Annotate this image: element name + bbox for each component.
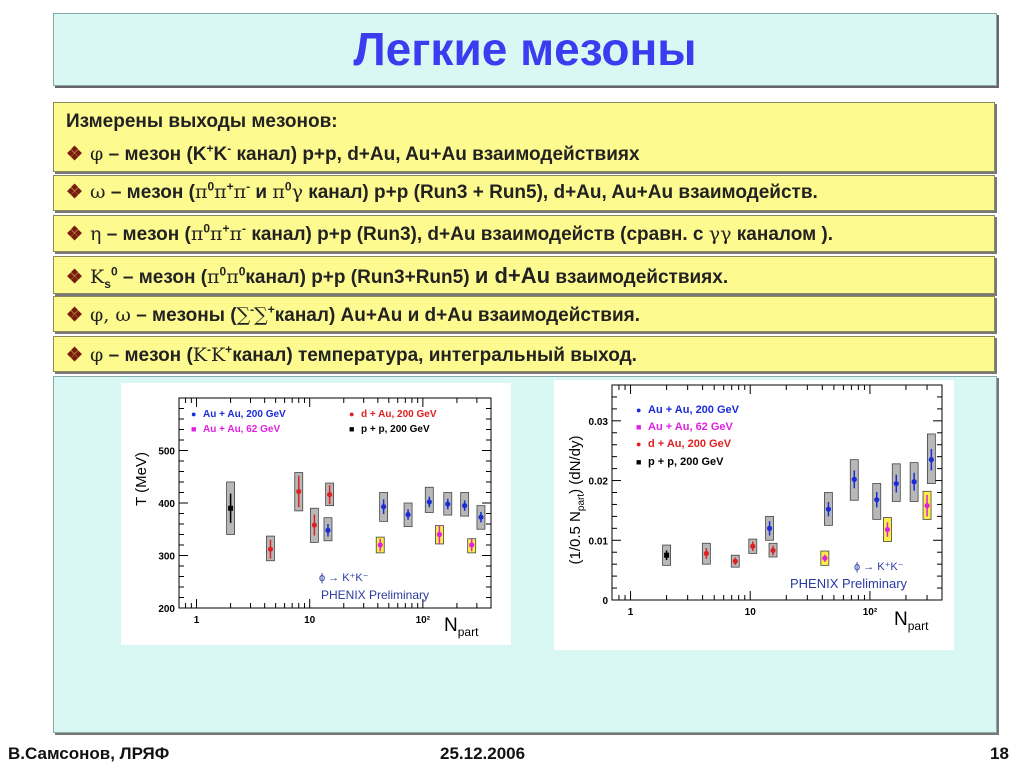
bullet-line-phi bbox=[66, 138, 994, 170]
phenix-annotation: PHENIX Preliminary bbox=[790, 576, 908, 591]
superscript: + bbox=[225, 342, 233, 357]
superscript: + bbox=[226, 179, 234, 194]
y-tick-label: 0 bbox=[602, 596, 608, 607]
phi-symbol: φ bbox=[90, 143, 104, 165]
text-seg: каналом ). bbox=[731, 224, 834, 245]
data-point bbox=[228, 506, 233, 511]
data-point bbox=[469, 542, 474, 547]
data-point bbox=[912, 479, 917, 484]
legend-label: Au + Au, 62 GeV bbox=[648, 421, 733, 433]
x-tick-label: 10² bbox=[862, 607, 878, 618]
data-point bbox=[664, 553, 669, 558]
data-point bbox=[478, 515, 483, 520]
text-box-kshort bbox=[53, 256, 995, 294]
data-point bbox=[312, 522, 317, 527]
legend-marker: ● bbox=[636, 439, 642, 449]
superscript: - bbox=[250, 302, 255, 317]
x-tick-label: 10 bbox=[304, 615, 316, 626]
yield-plot-frame bbox=[554, 380, 954, 650]
kaon-symbol: K bbox=[90, 266, 105, 288]
text-seg: – мезоны ( bbox=[130, 305, 237, 326]
legend-marker: ■ bbox=[191, 424, 197, 434]
gamma-gamma-symbol: γγ bbox=[708, 223, 732, 245]
data-point bbox=[427, 499, 432, 504]
y-tick-label: 0.01 bbox=[588, 536, 608, 548]
data-point bbox=[704, 551, 709, 556]
text-seg-large: и d+Au bbox=[474, 263, 551, 288]
slide-title: Легкие мезоны bbox=[353, 23, 697, 75]
bullet-icon: ❖ bbox=[66, 224, 84, 245]
reaction-annotation: ϕ → K⁺K⁻ bbox=[854, 561, 904, 573]
superscript: 0 bbox=[284, 179, 292, 194]
pi-symbol: π bbox=[226, 266, 239, 288]
data-point bbox=[822, 556, 827, 561]
text-seg: канал) Au+Au и d+Au взаимодействия. bbox=[274, 305, 641, 326]
sigma-symbol: ∑ bbox=[236, 304, 251, 326]
superscript: 0 bbox=[238, 264, 246, 279]
eta-symbol: η bbox=[90, 223, 102, 245]
data-point bbox=[733, 559, 738, 564]
superscript: - bbox=[246, 179, 251, 194]
data-point bbox=[296, 489, 301, 494]
text-seg: взаимодействиях. bbox=[550, 267, 729, 288]
phi-symbol: φ bbox=[90, 344, 104, 366]
yield-chart bbox=[554, 380, 954, 650]
data-point bbox=[894, 481, 899, 486]
sigma-symbol: ∑ bbox=[254, 304, 268, 326]
bullet-icon: ❖ bbox=[66, 267, 84, 288]
legend-label: p + p, 200 GeV bbox=[648, 456, 724, 468]
intro-line: Измерены выходы мезонов: bbox=[66, 111, 338, 132]
legend-label: Au + Au, 200 GeV bbox=[203, 409, 286, 420]
superscript: - bbox=[227, 141, 232, 156]
plots-panel bbox=[53, 376, 997, 733]
data-point bbox=[405, 512, 410, 517]
data-point bbox=[874, 497, 879, 502]
legend-label: d + Au, 200 GeV bbox=[361, 409, 437, 420]
title-box bbox=[53, 13, 997, 86]
x-axis-label: $N_{part}$ bbox=[444, 615, 479, 639]
superscript: 0 bbox=[110, 264, 118, 279]
gamma-symbol: γ bbox=[291, 181, 303, 203]
bullet-line-eta bbox=[66, 216, 994, 252]
footer-author: В.Самсонов, ЛРЯФ bbox=[8, 744, 170, 763]
data-point bbox=[852, 477, 857, 482]
superscript: 0 bbox=[203, 221, 211, 236]
pi-symbol: π bbox=[207, 266, 220, 288]
data-point bbox=[885, 527, 890, 532]
phi-omega-symbol: φ, ω bbox=[90, 304, 131, 326]
y-axis-label: T (MeV) bbox=[133, 452, 150, 506]
x-axis-label: $N_{part}$ bbox=[894, 609, 929, 633]
superscript: - bbox=[206, 342, 211, 357]
phenix-annotation: PHENIX Preliminary bbox=[321, 588, 430, 602]
data-point bbox=[929, 457, 934, 462]
pi-symbol: π bbox=[194, 181, 208, 203]
superscript: + bbox=[206, 141, 214, 156]
legend-label: p + p, 200 GeV bbox=[361, 424, 430, 435]
data-point bbox=[437, 532, 442, 537]
bullet-line-sigma bbox=[66, 297, 994, 333]
data-point bbox=[750, 544, 755, 549]
x-tick-label: 10² bbox=[415, 615, 431, 626]
text-seg: – мезон (K bbox=[103, 144, 207, 165]
y-tick-label: 300 bbox=[158, 551, 175, 563]
legend-label: Au + Au, 62 GeV bbox=[203, 424, 281, 435]
y-tick-label: 0.03 bbox=[588, 416, 608, 428]
y-tick-label: 0.02 bbox=[588, 476, 608, 488]
x-tick-label: 1 bbox=[193, 615, 200, 626]
pi-symbol: π bbox=[229, 223, 243, 245]
y-tick-label: 500 bbox=[158, 446, 175, 458]
data-point bbox=[767, 526, 772, 531]
legend-label: d + Au, 200 GeV bbox=[648, 438, 732, 450]
x-tick-label: 10 bbox=[744, 607, 756, 618]
footer-page-number: 18 bbox=[990, 744, 1009, 763]
legend-marker: ● bbox=[349, 409, 355, 419]
footer-date: 25.12.2006 bbox=[440, 744, 526, 763]
pi-symbol: π bbox=[214, 181, 227, 203]
superscript: 0 bbox=[207, 179, 215, 194]
legend-marker: ■ bbox=[349, 424, 355, 434]
data-point bbox=[325, 528, 330, 533]
legend-marker: ● bbox=[191, 409, 197, 419]
data-point bbox=[378, 542, 383, 547]
data-point bbox=[770, 548, 775, 553]
legend-label: Au + Au, 200 GeV bbox=[648, 404, 739, 416]
data-point bbox=[381, 504, 386, 509]
pi-symbol: π bbox=[272, 181, 285, 203]
omega-symbol: ω bbox=[90, 181, 106, 203]
text-box-temperature bbox=[53, 336, 995, 372]
text-seg: K bbox=[213, 144, 228, 165]
text-box-omega bbox=[53, 175, 995, 211]
x-tick-label: 1 bbox=[627, 607, 634, 618]
text-seg: канал) p+p, d+Au, Au+Au взаимодействиях bbox=[231, 144, 640, 165]
text-seg: – мезон ( bbox=[101, 224, 191, 245]
text-seg: – мезон ( bbox=[105, 182, 195, 203]
data-point bbox=[924, 503, 929, 508]
pi-symbol: π bbox=[233, 181, 247, 203]
bullet-icon: ❖ bbox=[66, 305, 84, 326]
y-axis-label: (1/0.5 $N_{part}$) (dN/dy) bbox=[567, 435, 587, 565]
bullet-line-temperature bbox=[66, 337, 994, 373]
temperature-chart bbox=[121, 383, 511, 645]
legend-marker: ■ bbox=[636, 457, 642, 467]
bullet-line-omega bbox=[66, 176, 994, 208]
legend-marker: ● bbox=[636, 405, 642, 415]
superscript: + bbox=[267, 302, 275, 317]
data-point bbox=[462, 503, 467, 508]
legend-marker: ■ bbox=[636, 422, 642, 432]
kaon-symbol: K bbox=[192, 344, 207, 366]
bullet-icon: ❖ bbox=[66, 345, 84, 366]
bullet-icon: ❖ bbox=[66, 144, 84, 165]
reaction-annotation: ϕ → K⁺K⁻ bbox=[319, 572, 369, 584]
text-seg: канал) p+p (Run3+Run5) bbox=[245, 267, 475, 288]
pi-symbol: π bbox=[190, 223, 204, 245]
superscript: 0 bbox=[219, 264, 227, 279]
text-box-sigma bbox=[53, 296, 995, 332]
pi-symbol: π bbox=[210, 223, 223, 245]
y-tick-label: 200 bbox=[158, 604, 175, 615]
data-point bbox=[327, 492, 332, 497]
temperature-plot-frame bbox=[121, 383, 511, 645]
kaon-symbol: K bbox=[210, 344, 226, 366]
data-point bbox=[445, 501, 450, 506]
superscript: + bbox=[222, 221, 230, 236]
text-seg: – мезон ( bbox=[117, 267, 208, 288]
data-point bbox=[268, 547, 273, 552]
y-tick-label: 400 bbox=[158, 499, 175, 510]
superscript: - bbox=[242, 221, 247, 236]
subscript: s bbox=[104, 276, 111, 291]
data-point bbox=[826, 507, 831, 512]
text-seg: канал) температура, интегральный выход. bbox=[232, 345, 637, 366]
text-box-eta bbox=[53, 215, 995, 252]
bullet-line-kshort bbox=[66, 257, 994, 295]
text-seg: канал) p+p (Run3 + Run5), d+Au, Au+Au взаимодейств. bbox=[302, 182, 818, 203]
text-box-phi bbox=[53, 102, 995, 172]
bullet-icon: ❖ bbox=[66, 182, 84, 203]
text-seg: – мезон ( bbox=[103, 345, 193, 366]
text-seg: и bbox=[250, 182, 273, 203]
text-seg: канал) p+p (Run3), d+Au взаимодейств (сравн. с bbox=[246, 224, 709, 245]
